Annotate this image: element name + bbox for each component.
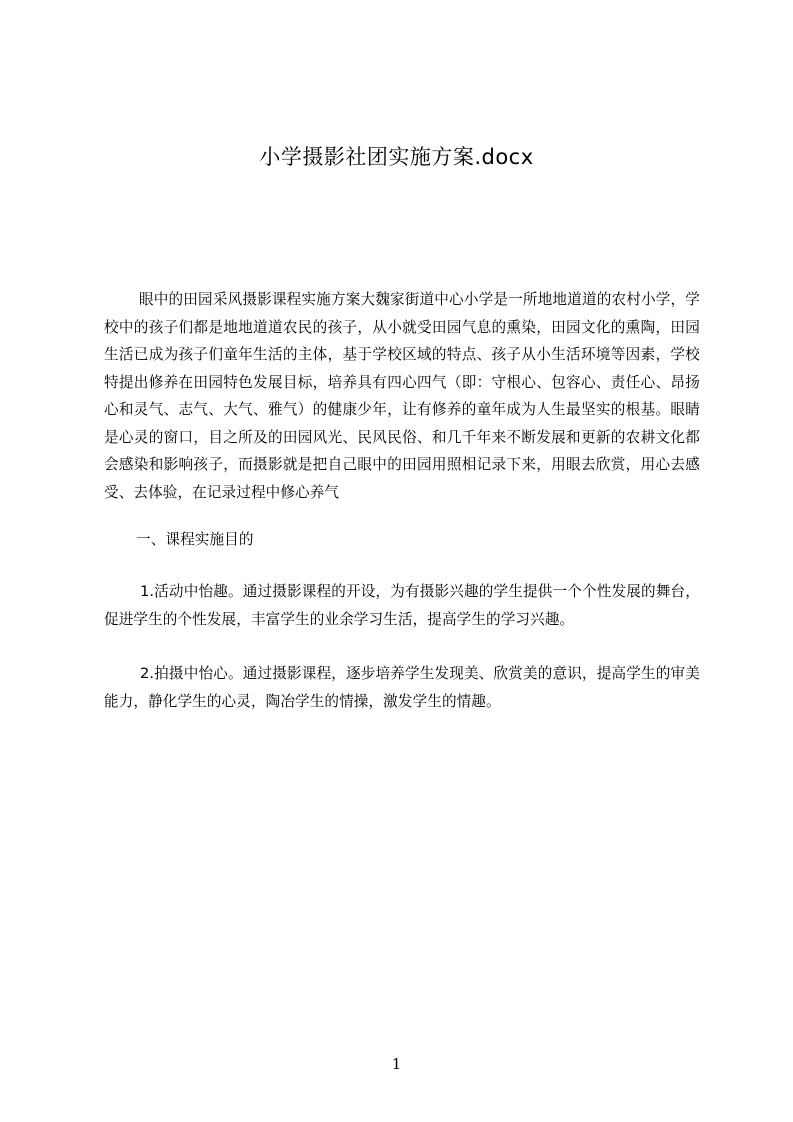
section-heading: 一、课程实施目的 bbox=[136, 531, 254, 548]
objective-item-1: 1.活动中怡趣。通过摄影课程的开设，为有摄影兴趣的学生提供一个个性发展的舞台，促进学生的个性发展，丰富学生的业余学习生活，提高学生的学习兴趣。 bbox=[104, 583, 700, 628]
intro-paragraph: 眼中的田园采风摄影课程实施方案大魏家街道中心小学是一所地地道道的农村小学，学校中的孩子们都是地地道道农民的孩子，从小就受田园气息的熏染，田园文化的熏陶，田园生活已成为孩子们童年生活的主体，基于学校区域的特点、孩子从小生活环境等因素，学校特提出修养在田园特色发展目标，培养具有四心四气（即：守根心、包容心、责任心、昂扬心和灵气、志气、大气、雅气）的健康少年，让有修养的童年成为人生最坚实的根基。眼睛是心灵的窗口，目之所及的田园风光、民风民俗、和几千年来不断发展和更新的农耕文化都会感染和影响孩子，而摄影就是把自己眼中的田园用照相记录下来，用眼去欣赏，用心去感受、去体验，在记录过程中修心养气 bbox=[104, 291, 700, 501]
objective-item-2: 2.拍摄中怡心。通过摄影课程，逐步培养学生发现美、欣赏美的意识，提高学生的审美能力，静化学生的心灵，陶冶学生的情操，激发学生的情趣。 bbox=[104, 665, 700, 710]
page-number: 1 bbox=[391, 1055, 402, 1073]
document-title: 小学摄影社团实施方案.docx bbox=[259, 145, 534, 169]
